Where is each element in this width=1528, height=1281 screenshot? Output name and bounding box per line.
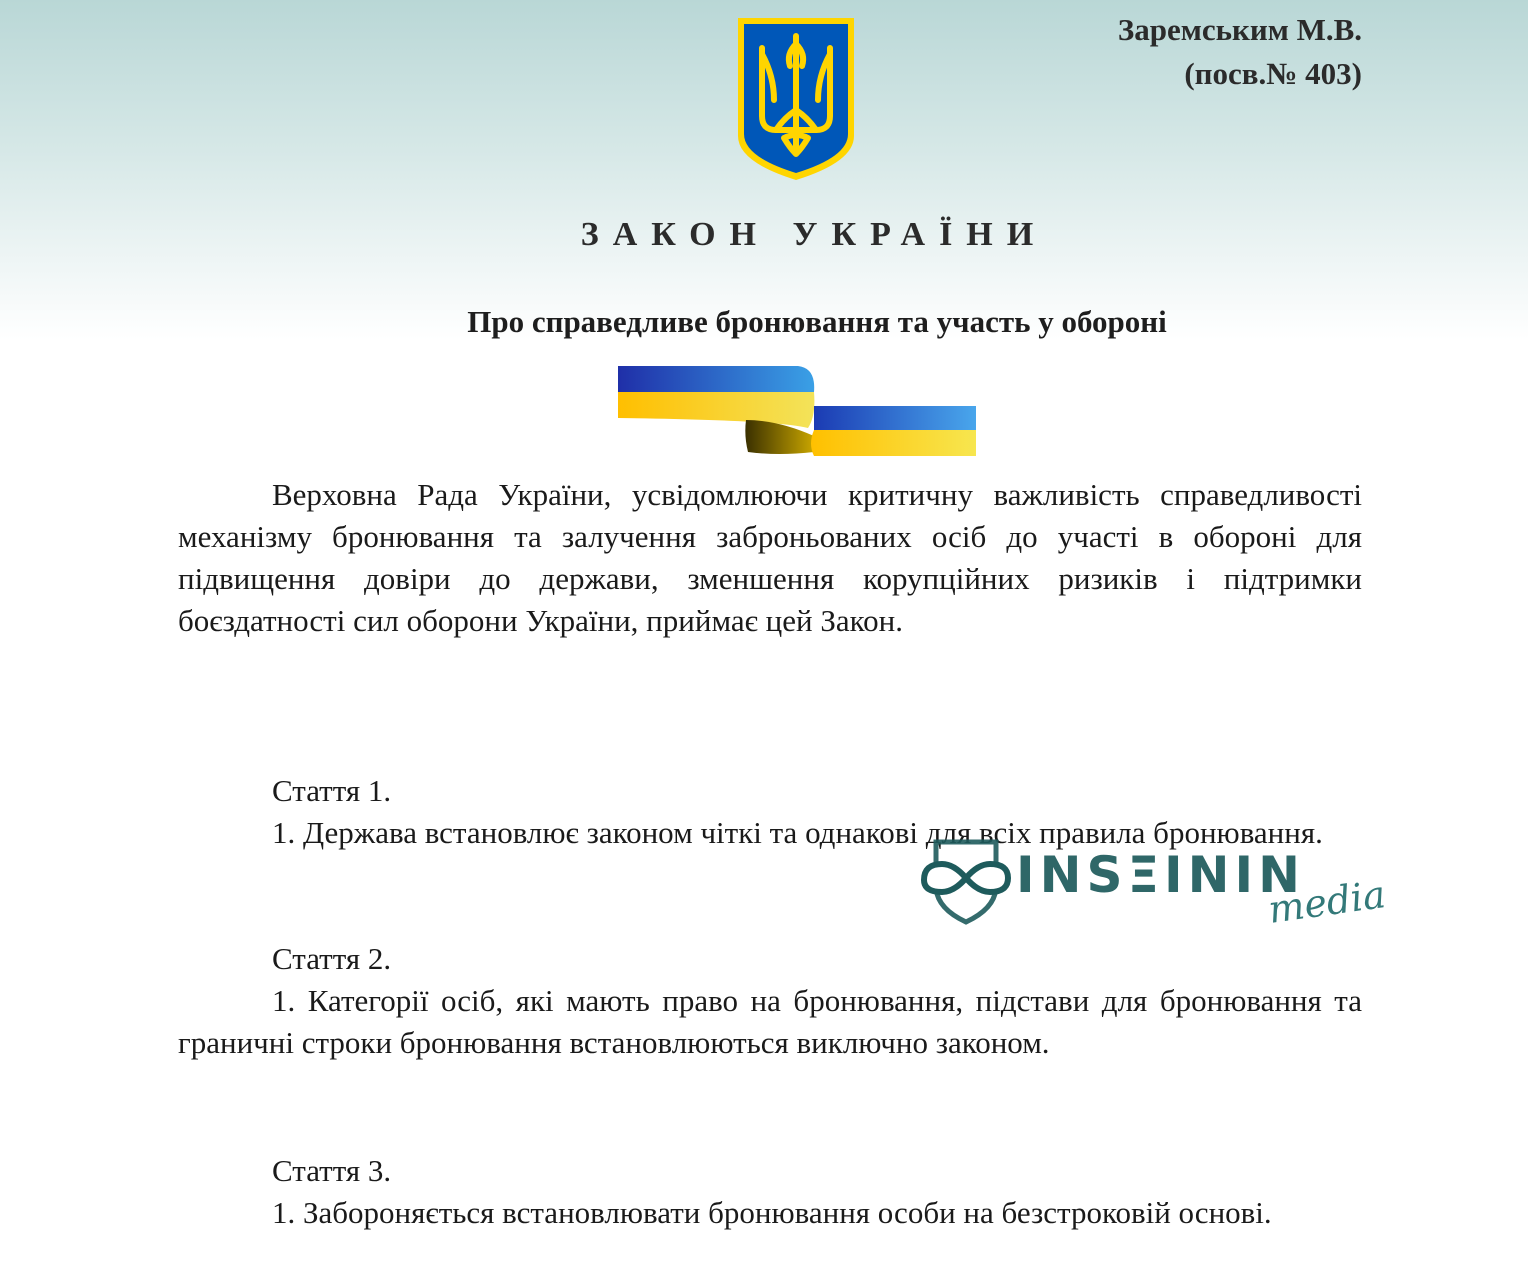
article-3-title: Стаття 3. xyxy=(272,1153,392,1188)
preamble: Верховна Рада України, усвідомлюючи критичну важливість справедливості механізму бронювання та залучення заброньованих осіб до участі в обороні для підвищення довіри до держави, зменшення корупційних ризиків і підтримки боєздатності сил оборони України, приймає цей Закон. xyxy=(178,477,1362,638)
watermark-brand: INSΞININ xyxy=(1016,846,1305,904)
coat-of-arms-icon xyxy=(734,14,858,184)
article-1-text: 1. Держава встановлює законом чіткі та однакові для всіх правила бронювання. xyxy=(272,815,1323,850)
law-title: Про справедливе бронювання та участь у обороні xyxy=(467,304,1167,339)
article-3-text: 1. Забороняється встановлювати бронювання особи на безстроковій основі. xyxy=(272,1195,1272,1230)
author-block xyxy=(1118,8,1362,96)
article-1-title: Стаття 1. xyxy=(272,773,392,808)
article-2-title: Стаття 2. xyxy=(272,941,392,976)
article-2-text: 1. Категорії осіб, які мають право на бронювання, підстави для бронювання та граничні строки бронювання встановлюються виключно законом. xyxy=(178,983,1362,1060)
watermark-sub: media xyxy=(1265,872,1389,932)
author-name: Заремським М.В. xyxy=(1117,12,1362,47)
law-label: ЗАКОН УКРАЇНИ xyxy=(580,216,1048,253)
author-id: (посв.№ 403) xyxy=(1184,56,1362,91)
ukraine-ribbon-icon xyxy=(618,366,976,458)
